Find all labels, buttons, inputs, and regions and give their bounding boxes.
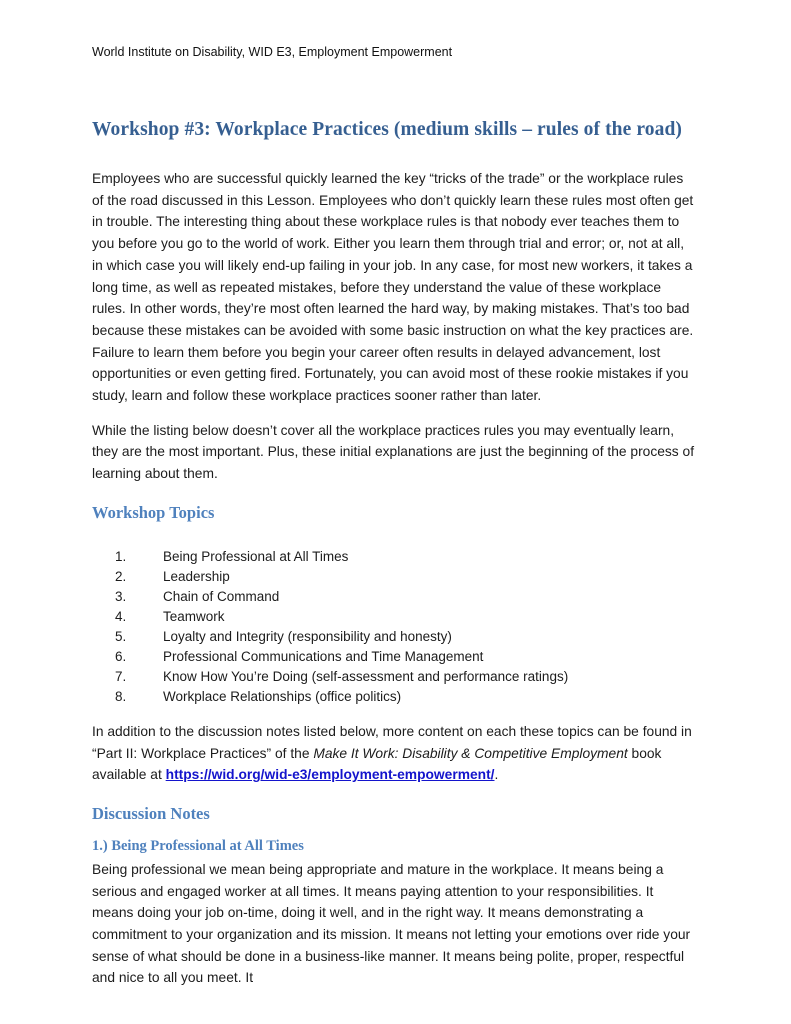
discussion-notes-heading: Discussion Notes	[92, 803, 210, 823]
list-item-number: 7.	[115, 668, 127, 684]
list-item-number: 5.	[115, 628, 127, 644]
list-item-label: Teamwork	[163, 608, 225, 624]
list-item	[115, 587, 698, 607]
list-item	[115, 607, 698, 627]
section-1-body: Being professional we mean being appropriate and mature in the workplace. It means being a serious and engaged worker at all times. It means paying attention to your responsibilities. It means doing your job on-time, doing it well, and in the right way. It means demonstrating a commitment to your organization and its mission. It means not letting your emotions over ride your sense of what should be done in a business-like manner. It means being polite, proper, respectful and nice to all you meet. It	[92, 861, 691, 986]
list-item	[115, 547, 698, 567]
list-item-label: Leadership	[163, 568, 230, 584]
addition-note-period: .	[494, 767, 499, 783]
employment-empowerment-link[interactable]: https://wid.org/wid-e3/employment-empowerment/	[165, 767, 495, 783]
list-item-label: Being Professional at All Times	[163, 548, 349, 564]
intro-paragraph-1: Employees who are successful quickly learned the key “tricks of the trade” or the workplace rules of the road discussed in this Lesson. Employees who don’t quickly learn these rules most often get in trouble. The interesting thing about these workplace rules is that nobody ever teaches them to you before you go to the world of work. Either you learn them through trial and error; or, not at all, in which case you will likely end-up failing in your job. In any case, for most new workers, it takes a long time, as well as repeated mistakes, before they understand the value of these workplace rules. In other words, they’re most often learned the hard way, by making mistakes. That’s too bad because these mistakes can be avoided with some basic instruction on what the key practices are. Failure to learn them before you begin your career often results in delayed advancement, lost opportunities or even getting fired. Fortunately, you can avoid most of these rookie mistakes if you study, learn and follow these workplace practices sooner rather than later.	[92, 171, 694, 404]
list-item-number: 8.	[115, 688, 127, 704]
list-item-number: 2.	[115, 568, 127, 584]
book-title-text: Make It Work: Disability & Competitive Employment	[313, 745, 628, 761]
intro-paragraph-2: While the listing below doesn’t cover all the workplace practices rules you may eventually learn, they are the most important. Plus, these initial explanations are just the beginning of the process of learning about them.	[92, 422, 695, 482]
list-item	[115, 687, 698, 707]
page-title: Workshop #3: Workplace Practices (medium skills – rules of the road)	[92, 119, 682, 140]
list-item-label: Workplace Relationships (office politics)	[163, 688, 402, 704]
list-item-number: 4.	[115, 608, 127, 624]
addition-note-paragraph	[92, 721, 698, 786]
list-item-number: 1.	[115, 548, 127, 564]
addition-note-text: In addition to the discussion notes listed below, more content on each these topics can be found in “Part II: Workplace Practices” of the	[92, 723, 692, 761]
list-item	[115, 667, 698, 687]
list-item	[115, 627, 698, 647]
addition-note-text-2: book available at	[92, 745, 662, 783]
workshop-topics-list	[92, 547, 698, 707]
list-item-label: Loyalty and Integrity (responsibility and honesty)	[163, 628, 452, 644]
list-item	[115, 647, 698, 667]
list-item-label: Professional Communications and Time Management	[163, 648, 484, 664]
document-header: World Institute on Disability, WID E3, Employment Empowerment	[92, 45, 453, 59]
section-1-heading: 1.) Being Professional at All Times	[92, 837, 304, 854]
list-item-number: 6.	[115, 648, 127, 664]
workshop-topics-heading: Workshop Topics	[92, 502, 215, 522]
list-item-label: Know How You’re Doing (self-assessment and performance ratings)	[163, 668, 569, 684]
list-item	[115, 567, 698, 587]
list-item-label: Chain of Command	[163, 588, 280, 604]
list-item-number: 3.	[115, 588, 127, 604]
